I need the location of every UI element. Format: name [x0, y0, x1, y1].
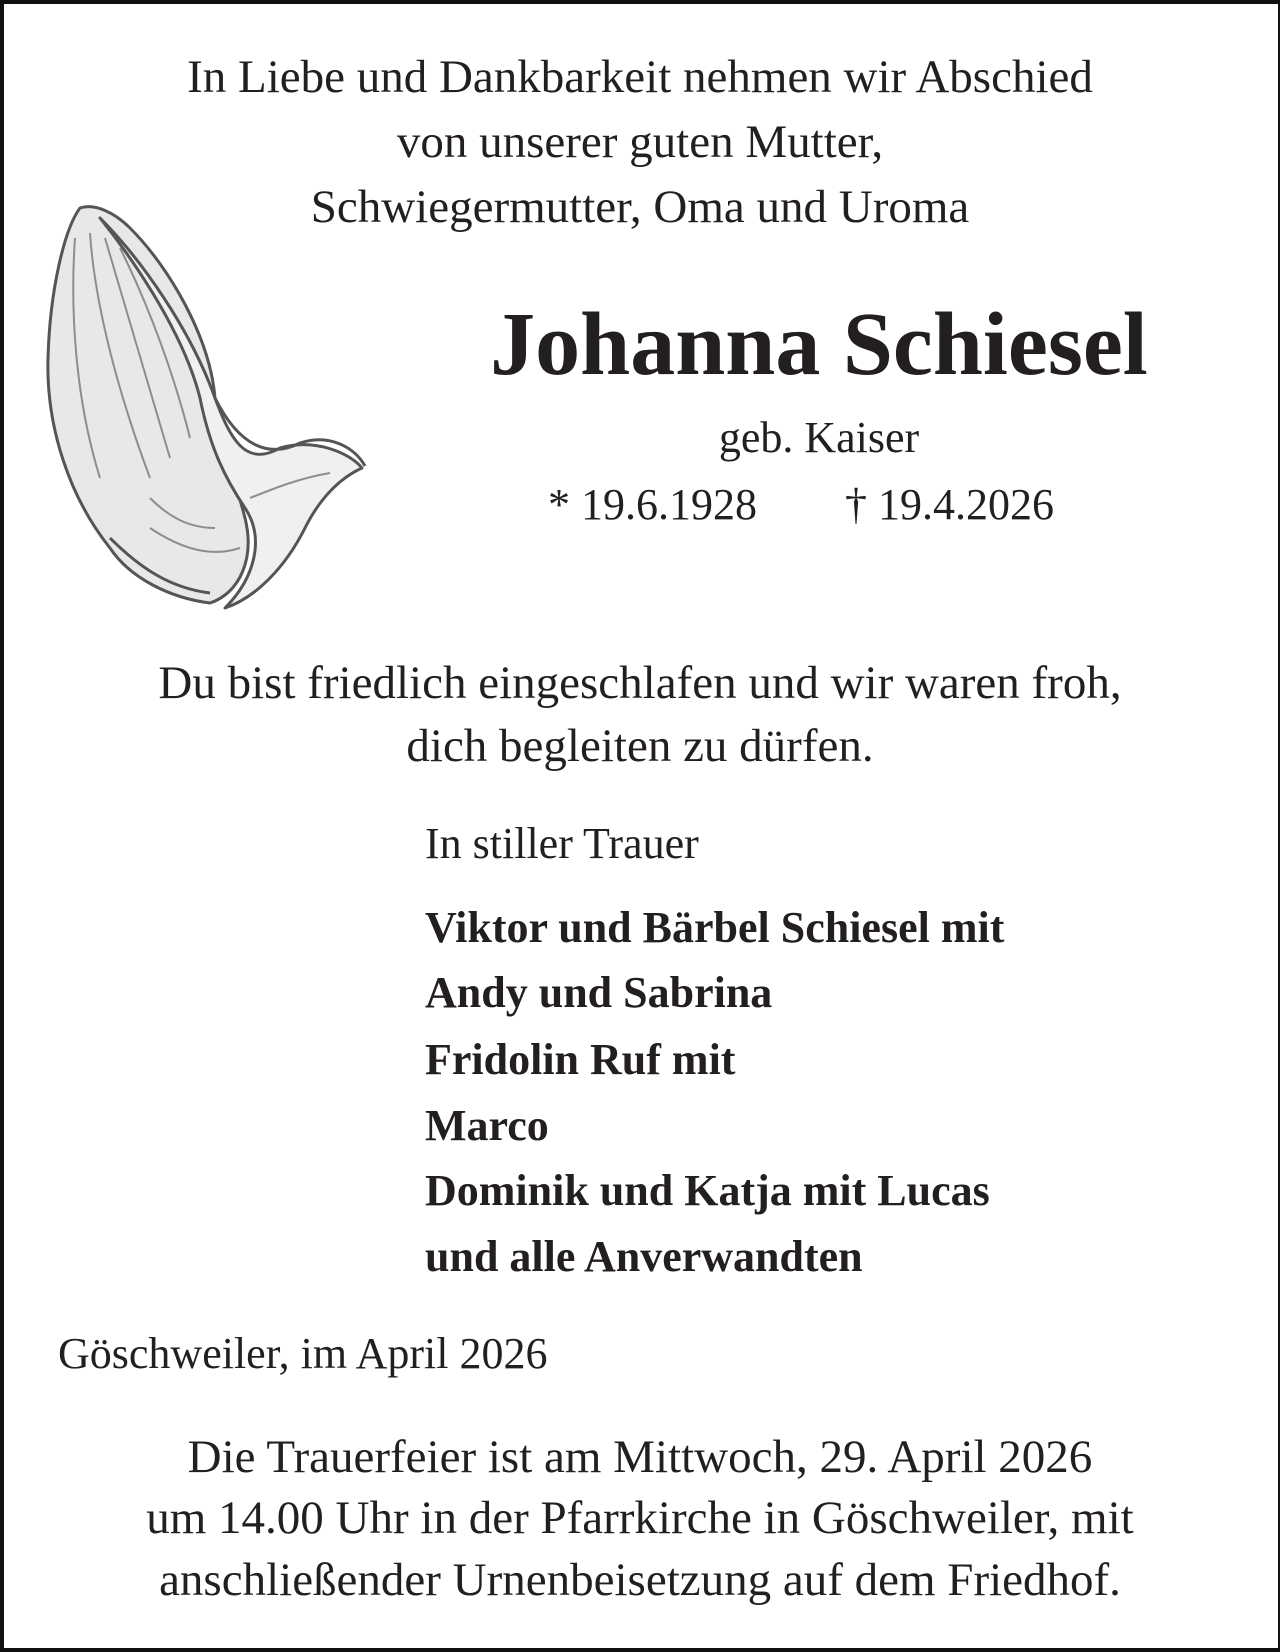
deceased-name: Johanna Schiesel: [490, 295, 1148, 394]
quote-line-1: Du bist friedlich eingeschlafen und wir waren froh,: [158, 657, 1122, 709]
mourner-line: Dominik und Katja mit Lucas: [425, 1166, 990, 1215]
mourner-line: Fridolin Ruf mit: [425, 1035, 736, 1084]
mourner-line: Marco: [425, 1101, 549, 1150]
quote-line-2: dich begleiten zu dürfen.: [406, 720, 874, 772]
intro-line-2: von unserer guten Mutter,: [396, 116, 884, 168]
intro-line-3: Schwiegermutter, Oma und Uroma: [310, 181, 970, 233]
service-line-2: um 14.00 Uhr in der Pfarrkirche in Göschweiler, mit: [146, 1492, 1134, 1544]
mourning-label: In stiller Trauer: [425, 819, 699, 868]
mourner-line: und alle Anverwandten: [425, 1232, 863, 1281]
mourner-line: Andy und Sabrina: [425, 968, 773, 1017]
place-date: Göschweiler, im April 2026: [58, 1329, 548, 1378]
praying-hands-icon: [40, 198, 390, 613]
service-line-3: anschließender Urnenbeisetzung auf dem Friedhof.: [159, 1554, 1121, 1606]
birth-date: * 19.6.1928: [548, 480, 757, 529]
mourner-line: Viktor und Bärbel Schiesel mit: [425, 903, 1005, 952]
service-line-1: Die Trauerfeier ist am Mittwoch, 29. April 2026: [187, 1431, 1093, 1483]
death-date: † 19.4.2026: [845, 480, 1054, 529]
intro-line-1: In Liebe und Dankbarkeit nehmen wir Abschied: [187, 51, 1093, 103]
maiden-name: geb. Kaiser: [718, 413, 920, 462]
